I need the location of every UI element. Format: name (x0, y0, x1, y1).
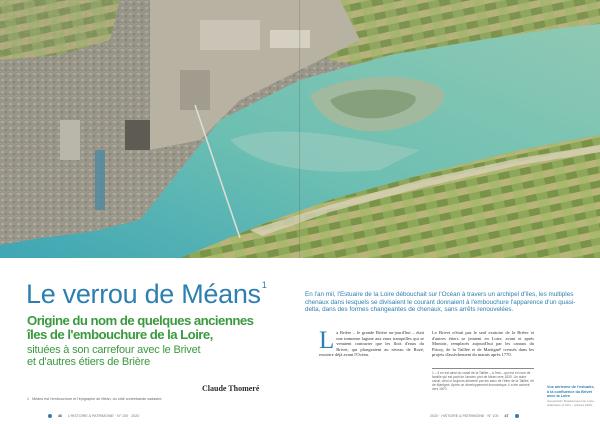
drop-cap: L (319, 327, 335, 354)
subtitle-secondary (27, 344, 275, 368)
subtitle-line-3: situées à son carrefour avec le Brivet (27, 344, 201, 356)
folio-left (48, 412, 139, 420)
body-column-left (319, 327, 424, 358)
caption-number: 1 (27, 397, 30, 401)
folio-right (430, 412, 519, 420)
author-name: Claude Thomeré (202, 384, 260, 393)
photo-sidebar-caption (547, 385, 595, 408)
subtitle-main (27, 314, 275, 342)
lead-paragraph: En l'an mil, l'Estuaire de la Loire débouchait sur l'Océan à travers un archipel d'îles, les multiples chenaux dans lesquels se divisaient le courant donnaient à l'embouchure l'apparence d'un quasi-delta, dans des formes changeantes de chenaux, sans arrêts renouvelées. (305, 291, 576, 314)
footnote: 1 – Il en est ainsi du canal de la Taillée – à l'est – qui est en nom de famille qui est parti de l'ancien port de Méan vers 1830. Un autre canal, celui-ci toujours alimenté par les eaux de l'étier de la Taillée, dit de Martigné. Après un développement économique, il a été achevé vers 1870. (432, 371, 534, 392)
subtitle-line-4: et d'autres étiers de Brière (27, 356, 151, 368)
page-number-left: 46 (58, 414, 62, 418)
page-number-right: 47 (504, 414, 509, 418)
folio-bullet-icon (48, 414, 52, 418)
article-title: Le verrou de Méans$^1$ (26, 279, 267, 309)
sidebar-title: Vue aérienne de l'estuaire, à la confluence du Brivet avec la Loire (547, 385, 595, 399)
caption-text: Méans est l'embouchure et l'épigraphe de Méan, du côté contrebande cadastre. (32, 397, 163, 401)
body-left-text: a Brière – le grande Brière au-jourd'hui – était une immense lagune aux eaux tranquilles qui se venaient contrarier que les flots d'eaux du Brivet, qui plongeaient au niveau de Rozé, exutoire déjà avant l'Océan. (319, 330, 424, 358)
page-gutter (299, 0, 301, 258)
folio-left-text: L'HISTOIRE & PATRIMOINE · N° 100 · 2020 (68, 414, 140, 418)
subtitle-line-2: îles de l'embouchure de la Loire, (27, 327, 213, 342)
body-column-right (432, 330, 534, 358)
folio-right-text: 2020 · HISTOIRE & PATRIMOINE · N° 100 (430, 414, 499, 418)
photo-caption (27, 397, 162, 401)
subtitle-line-1: Origine du nom de quelques anciennes (27, 313, 254, 328)
sidebar-text: Géoportail / Département de Loire-Atlantique et IGN – années 2010 (547, 398, 595, 407)
folio-bullet-icon (515, 414, 519, 418)
title-note-marker: 1 (261, 280, 267, 290)
footnote-divider (432, 368, 534, 369)
body-right-text: Le Brivet n'était pas le seul exutoire de la Brière et d'autres étiers se jetaient en Loire, avant et après Montoir, remplacés aujourd'hui par les canaux du Priory, de la Taillée et de Martigné¹ creusés dans les projets d'assèchement du marais après 1770. (432, 330, 534, 358)
